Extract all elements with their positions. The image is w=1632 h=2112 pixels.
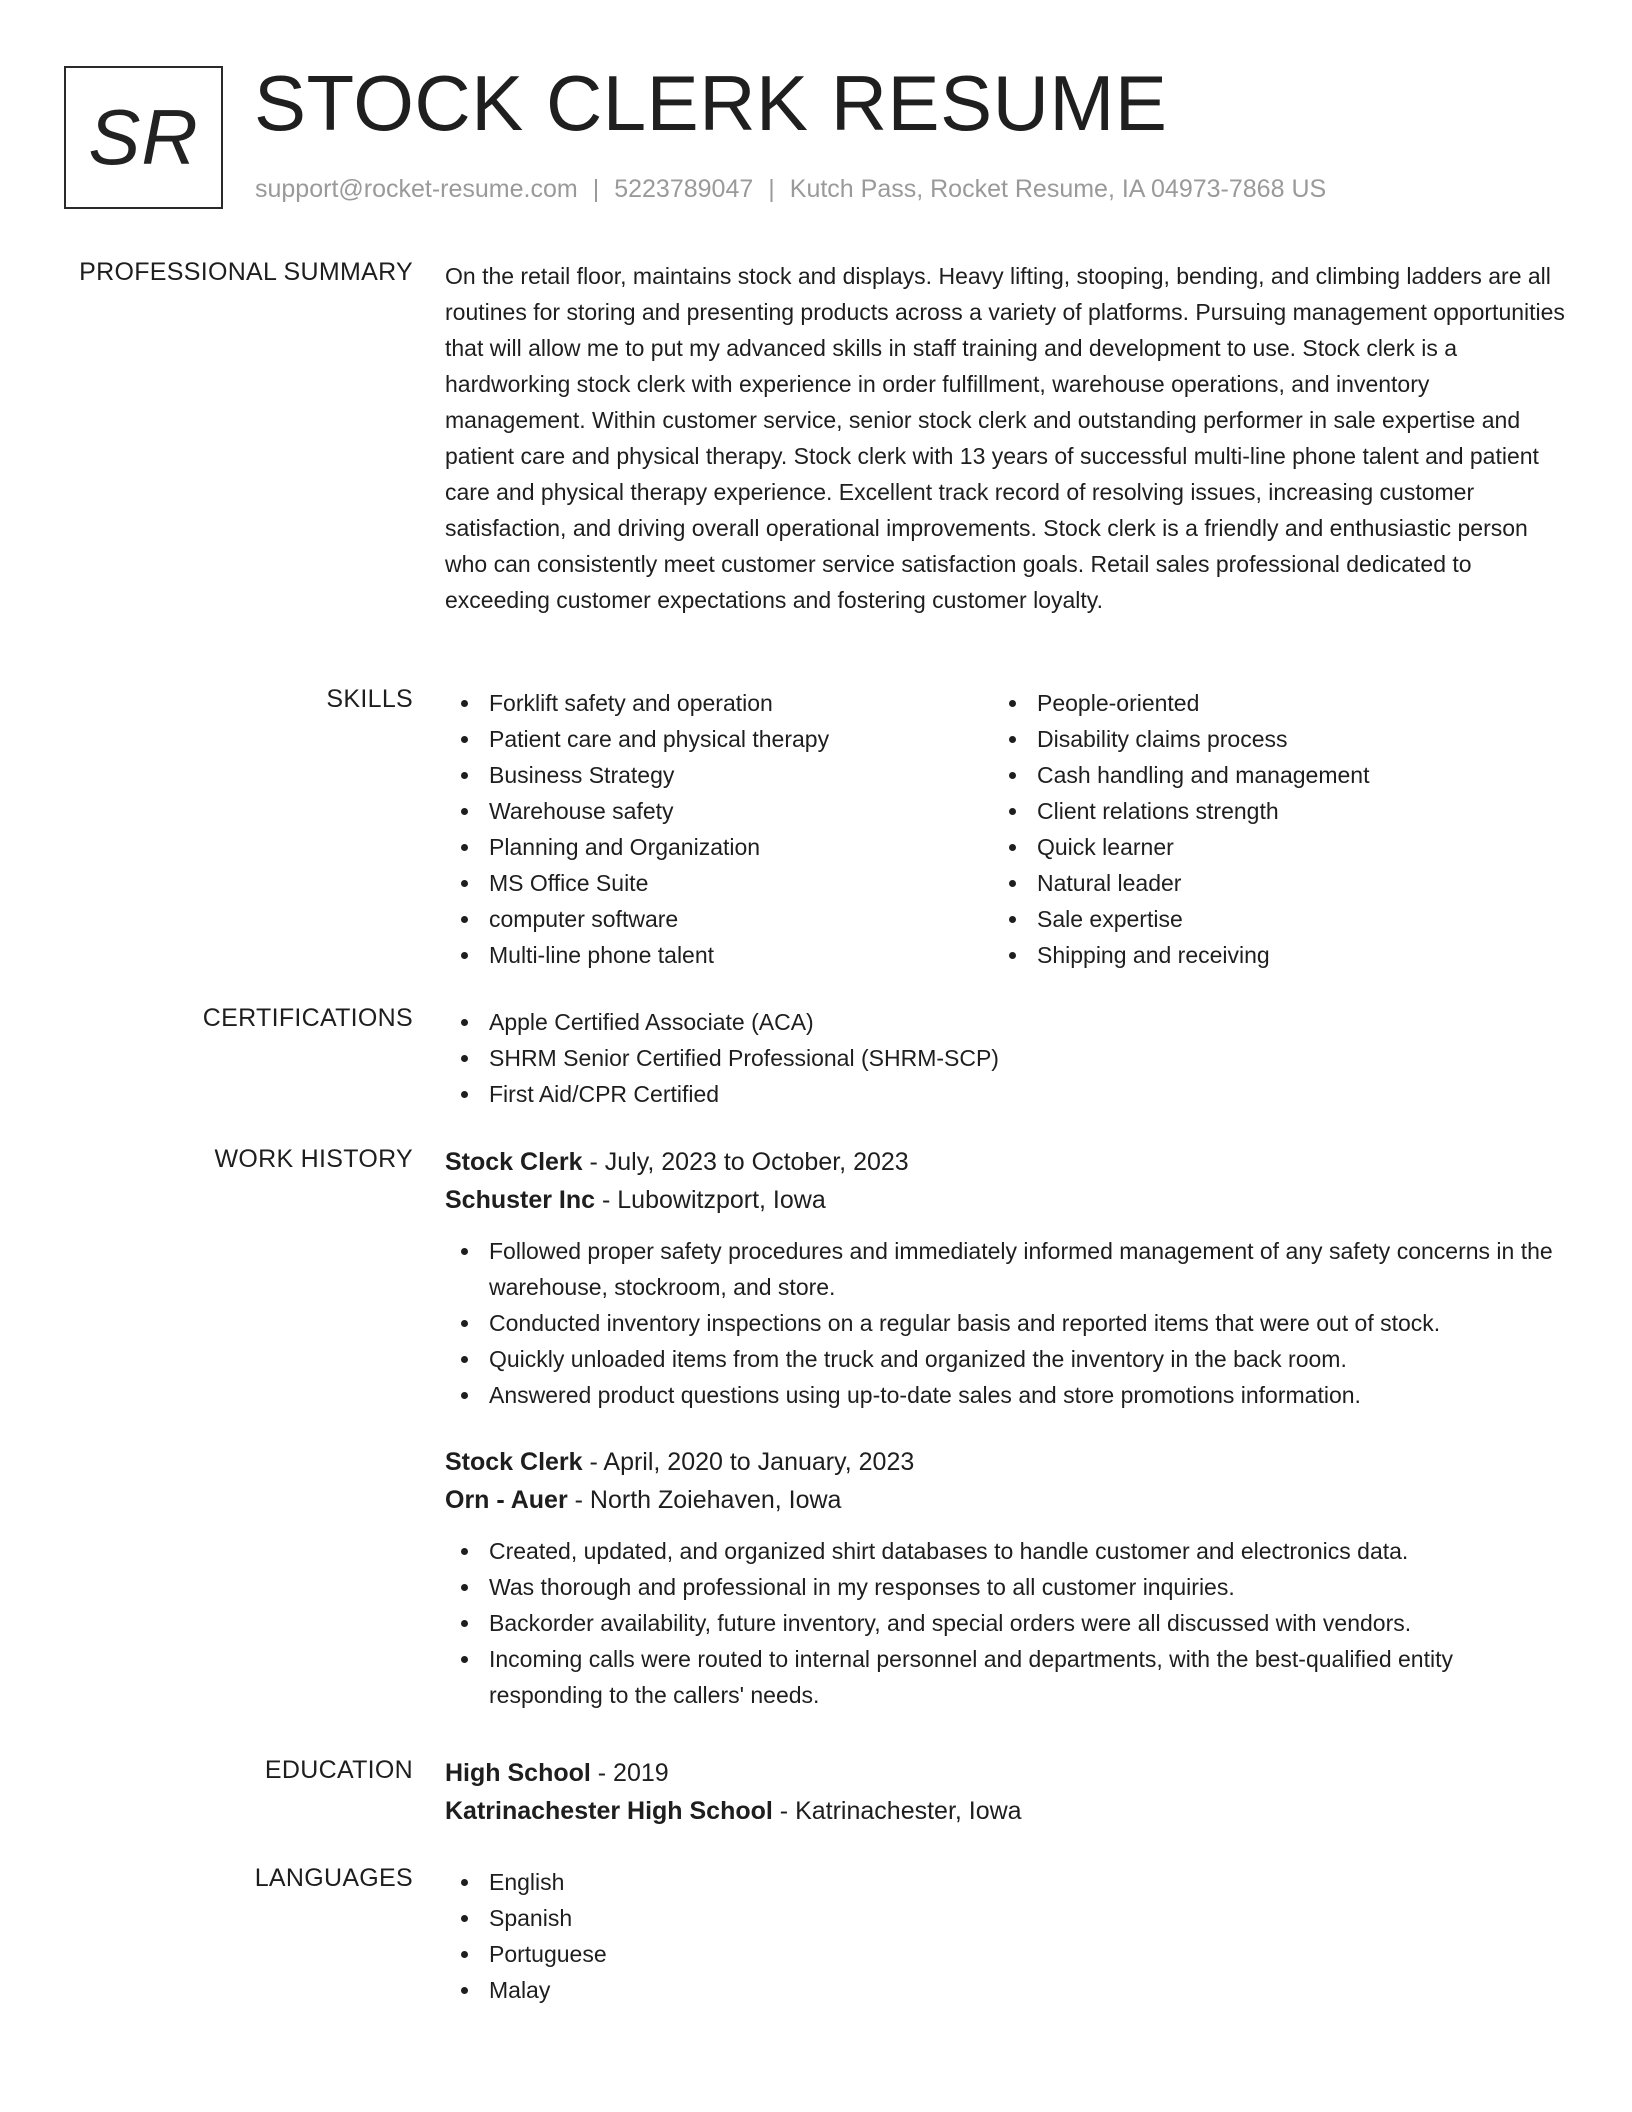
contact-phone[interactable]: 5223789047 bbox=[614, 175, 754, 203]
job-entry bbox=[445, 1443, 1565, 1713]
job-title: Stock Clerk bbox=[445, 1148, 583, 1176]
contact-email[interactable]: support@rocket-resume.com bbox=[255, 175, 578, 203]
job-duty-item: Followed proper safety procedures and immediately informed management of any safety concerns in the warehouse, stockroom, and store. bbox=[445, 1233, 1565, 1305]
skill-item: People-oriented bbox=[993, 685, 1541, 721]
summary-text: On the retail floor, maintains stock and displays. Heavy lifting, stooping, bending, and climbing ladders are all routines for storing and presenting products across a variety of platforms. Pursuing management opportunities that will allow me to put my advanced skills in staff training and development to use. Stock clerk is a hardworking stock clerk with experience in order fulfillment, warehouse operations, and inventory management. Within customer service, senior stock clerk and outstanding performer in sale expertise and patient care and physical therapy. Stock clerk with 13 years of successful multi-line phone talent and patient care and physical therapy experience. Excellent track record of resolving issues, increasing customer satisfaction, and driving overall operational improvements. Stock clerk is a friendly and enthusiastic person who can consistently meet customer service satisfaction goals. Retail sales professional dedicated to exceeding customer expectations and fostering customer loyalty. bbox=[445, 263, 1565, 613]
certification-item: First Aid/CPR Certified bbox=[445, 1076, 1565, 1112]
skill-item: Business Strategy bbox=[445, 757, 993, 793]
certification-item: Apple Certified Associate (ACA) bbox=[445, 1004, 1565, 1040]
contact-line bbox=[255, 175, 1326, 204]
languages-list bbox=[445, 1864, 1565, 2008]
skill-item: Multi-line phone talent bbox=[445, 937, 993, 973]
skill-item: Quick learner bbox=[993, 829, 1541, 865]
job-company: Orn - Auer bbox=[445, 1486, 568, 1514]
certifications-list bbox=[445, 1004, 1565, 1112]
skill-item: Natural leader bbox=[993, 865, 1541, 901]
job-duties-list bbox=[445, 1233, 1565, 1413]
language-item: English bbox=[445, 1864, 1565, 1900]
education-location: - Katrinachester, Iowa bbox=[772, 1797, 1022, 1825]
contact-separator: | bbox=[592, 175, 600, 203]
education-school-line bbox=[445, 1792, 1565, 1830]
section-label-languages: LANGUAGES bbox=[254, 1864, 413, 1892]
skill-item: Disability claims process bbox=[993, 721, 1541, 757]
job-dates: - April, 2020 to January, 2023 bbox=[582, 1448, 915, 1476]
certification-item: SHRM Senior Certified Professional (SHRM-SCP) bbox=[445, 1040, 1565, 1076]
skill-item: Client relations strength bbox=[993, 793, 1541, 829]
contact-separator: | bbox=[768, 175, 775, 203]
skill-item: Patient care and physical therapy bbox=[445, 721, 993, 757]
language-item: Portuguese bbox=[445, 1936, 1565, 1972]
job-title-line bbox=[445, 1143, 1565, 1181]
section-label-work-history: WORK HISTORY bbox=[214, 1145, 413, 1173]
job-duty-item: Quickly unloaded items from the truck and organized the inventory in the back room. bbox=[445, 1341, 1565, 1377]
section-label-summary: PROFESSIONAL SUMMARY bbox=[79, 258, 413, 286]
job-location: - Lubowitzport, Iowa bbox=[595, 1186, 826, 1214]
job-company-line bbox=[445, 1181, 1565, 1219]
contact-address: Kutch Pass, Rocket Resume, IA 04973-7868 US bbox=[789, 175, 1327, 203]
section-label-education: EDUCATION bbox=[264, 1756, 413, 1784]
page-title: STOCK CLERK RESUME bbox=[254, 59, 1168, 147]
job-duty-item: Answered product questions using up-to-date sales and store promotions information. bbox=[445, 1377, 1565, 1413]
job-entry bbox=[445, 1143, 1565, 1413]
monogram-logo: SR bbox=[64, 66, 223, 209]
skill-item: MS Office Suite bbox=[445, 865, 993, 901]
education-school: Katrinachester High School bbox=[445, 1797, 773, 1825]
section-label-certifications: CERTIFICATIONS bbox=[202, 1004, 413, 1032]
skill-item: Forklift safety and operation bbox=[445, 685, 993, 721]
job-title: Stock Clerk bbox=[445, 1448, 583, 1476]
education-year: - 2019 bbox=[590, 1759, 669, 1787]
job-duty-item: Was thorough and professional in my responses to all customer inquiries. bbox=[445, 1569, 1565, 1605]
job-location: - North Zoiehaven, Iowa bbox=[567, 1486, 842, 1514]
education-degree-line bbox=[445, 1754, 1565, 1792]
skill-item: Warehouse safety bbox=[445, 793, 993, 829]
skill-item: Cash handling and management bbox=[993, 757, 1541, 793]
section-label-skills: SKILLS bbox=[326, 685, 413, 713]
job-duties-list bbox=[445, 1533, 1565, 1713]
job-duty-item: Conducted inventory inspections on a regular basis and reported items that were out of stock. bbox=[445, 1305, 1565, 1341]
job-company: Schuster Inc bbox=[445, 1186, 596, 1214]
job-duty-item: Created, updated, and organized shirt databases to handle customer and electronics data. bbox=[445, 1533, 1565, 1569]
resume-header bbox=[64, 59, 1564, 214]
skill-item: Shipping and receiving bbox=[993, 937, 1541, 973]
language-item: Malay bbox=[445, 1972, 1565, 2008]
job-company-line bbox=[445, 1481, 1565, 1519]
skill-item: computer software bbox=[445, 901, 993, 937]
education-degree: High School bbox=[445, 1759, 591, 1787]
language-item: Spanish bbox=[445, 1900, 1565, 1936]
job-dates: - July, 2023 to October, 2023 bbox=[582, 1148, 909, 1176]
job-title-line bbox=[445, 1443, 1565, 1481]
skills-list-right bbox=[993, 685, 1541, 973]
skills-list-left bbox=[445, 685, 993, 973]
job-duty-item: Backorder availability, future inventory, and special orders were all discussed with vendors. bbox=[445, 1605, 1565, 1641]
skill-item: Planning and Organization bbox=[445, 829, 993, 865]
job-duty-item: Incoming calls were routed to internal personnel and departments, with the best-qualified entity responding to the callers' needs. bbox=[445, 1641, 1565, 1713]
skill-item: Sale expertise bbox=[993, 901, 1541, 937]
